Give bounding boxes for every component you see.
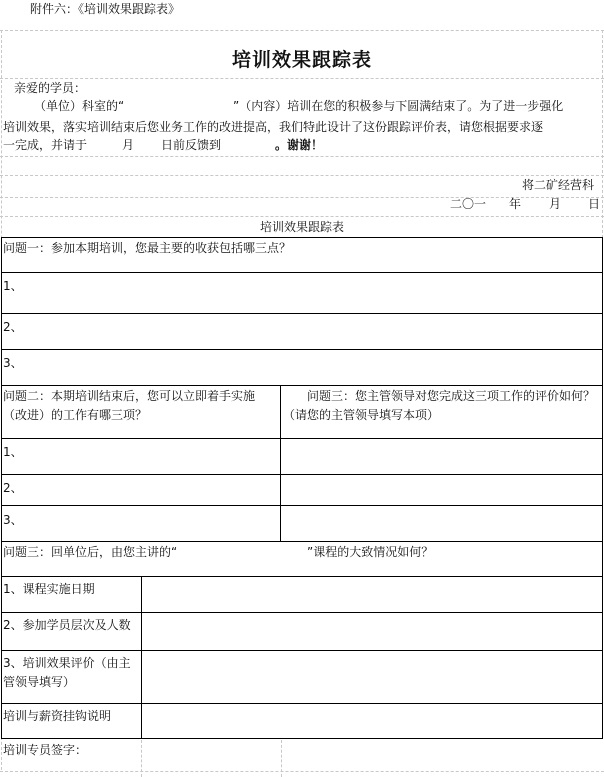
q1-item-3: 3、	[3, 356, 23, 370]
q1-item-1: 1、	[3, 279, 23, 293]
table-border	[280, 385, 281, 541]
question-1: 问题一：参加本期培训，您最主要的收获包括哪三点？	[3, 241, 292, 255]
q2-item-3: 3、	[3, 513, 23, 527]
grid-line	[0, 78, 604, 79]
q1-item-2: 2、	[3, 320, 23, 334]
table-border	[1, 349, 603, 350]
table-border	[1, 385, 603, 386]
grid-line	[281, 740, 282, 777]
row-participants: 2、参加学员层次及人数	[3, 618, 131, 632]
table-border	[1, 438, 603, 439]
table-border	[1, 650, 603, 651]
intro-month: 月	[122, 138, 135, 152]
table-border	[1, 703, 603, 704]
table-border	[1, 272, 603, 273]
table-border	[1, 313, 603, 314]
question-3-suffix: ”课程的大致情况如何？	[307, 545, 434, 559]
intro-deadline: 日前反馈到	[161, 138, 222, 152]
table-border	[1, 474, 603, 475]
row-effect-evaluation: 3、培训效果评价（由主管领导填写）	[3, 656, 131, 689]
grid-line	[0, 216, 604, 217]
row-course-date: 1、课程实施日期	[3, 582, 95, 596]
intro-thanks: 。谢谢！	[275, 138, 324, 152]
question-3: 问题三：回单位后，由您主讲的“	[3, 545, 178, 559]
table-border	[141, 576, 142, 738]
signature-month: 月	[549, 197, 562, 211]
greeting: 亲爱的学员：	[14, 81, 87, 95]
table-border	[1, 576, 603, 577]
grid-line	[0, 156, 604, 157]
grid-line	[141, 740, 142, 777]
table-border	[1, 237, 603, 238]
signoff-label: 培训专员签字：	[3, 743, 88, 757]
q2-item-2: 2、	[3, 481, 23, 495]
table-border	[1, 505, 603, 506]
table-caption: 培训效果跟踪表	[259, 220, 344, 234]
table-border	[602, 237, 603, 738]
signature-year-prefix: 二〇一	[450, 197, 487, 211]
table-border	[1, 237, 2, 738]
table-border	[1, 738, 603, 739]
intro-line3: 一完成，并请于	[3, 138, 88, 152]
grid-line	[0, 175, 604, 176]
question-3-manager: 问题三：您主管领导对您完成这三项工作的评价如何？（请您的主管领导填写本项）	[283, 389, 596, 422]
signature-year: 年	[509, 197, 522, 211]
table-border	[1, 541, 603, 542]
signature-day: 日	[588, 197, 601, 211]
grid-line	[0, 30, 604, 31]
intro-content: ”（内容）培训在您的积极参与下圆满结束了。为了进一步强化	[233, 99, 564, 113]
question-2: 问题二：本期培训结束后，您可以立即着手实施（改进）的工作有哪三项？	[3, 389, 256, 422]
page-title: 培训效果跟踪表	[231, 49, 372, 71]
row-salary-link: 培训与薪资挂钩说明	[3, 709, 112, 723]
intro-unit: （单位）科室的“	[34, 99, 125, 113]
q2-item-1: 1、	[3, 445, 23, 459]
signature-org: 将二矿经营科	[522, 178, 595, 192]
grid-line	[0, 771, 604, 772]
attachment-label: 附件六：《培训效果跟踪表》	[30, 2, 181, 16]
intro-line2: 培训效果，落实培训结束后您业务工作的改进提高，我们特此设计了这份跟踪评价表，请您根据要求逐	[3, 120, 544, 134]
table-border	[1, 612, 603, 613]
